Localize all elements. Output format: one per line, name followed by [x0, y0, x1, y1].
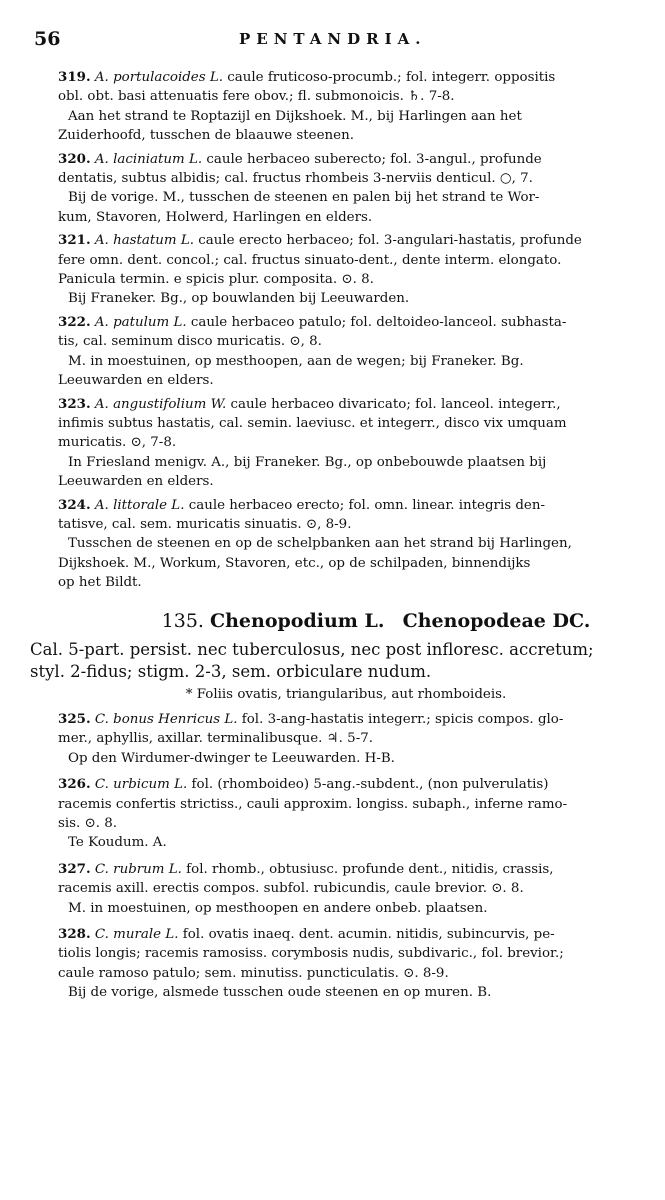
species-description-line — [58, 710, 634, 729]
species-entry — [58, 710, 634, 768]
species-diagnosis-line: infimis subtus hastatis, cal. semin. laeviusc. et integerr., disco vix umquam — [58, 415, 567, 431]
genus-description-line: styl. 2-fidus; stigm. 2-3, sem. orbiculare nudum. — [30, 661, 432, 681]
species-diagnosis: caule herbaceo divaricato; fol. lanceol. integerr., — [230, 396, 561, 412]
species-entry — [58, 68, 634, 146]
species-entry — [58, 150, 634, 228]
species-description-line — [58, 775, 634, 794]
locality-line: Zuiderhoofd, tusschen de blaauwe steenen. — [58, 128, 354, 144]
locality-line: Leeuwarden en elders. — [58, 474, 214, 490]
species-number: 322. — [58, 313, 91, 330]
species-diagnosis: caule herbaceo erecto; fol. omn. linear. integris den- — [188, 497, 546, 513]
species-entry — [58, 775, 634, 853]
page-header — [34, 28, 635, 50]
locality-line: M. in moestuinen, op mesthoopen, aan de wegen; bij Franeker. Bg. — [68, 353, 524, 369]
species-diagnosis-line: muricatis. ⊙, 7-8. — [58, 435, 177, 451]
species-diagnosis: fol. ovatis inaeq. dent. acumin. nitidis, subincurvis, pe- — [182, 927, 555, 943]
species-description-line — [58, 925, 634, 944]
species-name: A. patulum L. — [94, 314, 187, 330]
species-diagnosis: caule herbaceo patulo; fol. deltoideo-lanceol. subhasta- — [190, 314, 567, 330]
locality-line: Tusschen de steenen en op de schelpbanken aan het strand bij Harlingen, — [68, 536, 572, 552]
species-name: A. hastatum L. — [94, 233, 195, 249]
species-name: C. urbicum L. — [94, 777, 188, 793]
running-title: PENTANDRIA. — [239, 30, 427, 48]
genus-heading — [58, 609, 634, 633]
locality-line: Op den Wirdumer-dwinger te Leeuwarden. H-B. — [68, 750, 395, 766]
section-note: * Foliis ovatis, triangularibus, aut rhomboideis. — [185, 686, 507, 702]
species-diagnosis-line: fere omn. dent. concol.; cal. fructus sinuato-dent., dente interm. elongato. — [58, 252, 562, 268]
family-name: Chenopodeae DC. — [402, 609, 591, 632]
species-number: 320. — [58, 150, 91, 167]
species-diagnosis: fol. rhomb., obtusiusc. profunde dent., nitidis, crassis, — [186, 861, 554, 877]
species-description-line — [58, 496, 634, 515]
species-diagnosis-line: obl. obt. basi attenuatis fere obov.; fl. submonoicis. ♄. 7-8. — [58, 89, 455, 105]
species-entry — [58, 860, 634, 918]
species-name: A. angustifolium W. — [94, 396, 227, 412]
species-list-chenopodium — [58, 710, 634, 1003]
locality-line: Bij de vorige. M., tusschen de steenen en palen bij het strand te Wor- — [68, 190, 540, 206]
page-body — [30, 68, 634, 1010]
species-number: 324. — [58, 496, 91, 513]
genus-name: Chenopodium L. — [210, 609, 385, 632]
species-description-line — [58, 68, 634, 87]
genus-description — [30, 639, 634, 683]
locality-line: kum, Stavoren, Holwerd, Harlingen en elders. — [58, 209, 373, 225]
locality-line: Leeuwarden en elders. — [58, 373, 214, 389]
species-number: 328. — [58, 926, 91, 943]
species-number: 319. — [58, 69, 91, 85]
species-description-line — [58, 860, 634, 879]
species-entry — [58, 231, 634, 309]
species-name: A. portulacoides L. — [94, 70, 223, 85]
species-description-line — [58, 313, 634, 332]
locality-line: Bij Franeker. Bg., op bouwlanden bij Leeuwarden. — [68, 291, 410, 307]
species-description-line — [58, 395, 634, 414]
species-name: C. bonus Henricus L. — [94, 711, 238, 727]
species-entry — [58, 395, 634, 492]
locality-line: op het Bildt. — [58, 575, 142, 591]
page-number: 56 — [34, 28, 61, 50]
species-number: 325. — [58, 710, 91, 727]
species-list-atriplex — [58, 68, 634, 593]
species-diagnosis-line: caule ramoso patulo; sem. minutiss. puncticulatis. ⊙. 8-9. — [58, 965, 449, 981]
species-number: 321. — [58, 232, 91, 249]
locality-line: Aan het strand te Roptazijl en Dijkshoek. M., bij Harlingen aan het — [68, 108, 522, 124]
locality-line: Te Koudum. A. — [68, 835, 167, 851]
species-description-line — [58, 150, 634, 169]
species-name: C. murale L. — [94, 927, 179, 943]
locality-line: Bij de vorige, alsmede tusschen oude steenen en op muren. B. — [68, 985, 492, 1001]
locality-line: Dijkshoek. M., Workum, Stavoren, etc., op de schilpaden, binnendijks — [58, 555, 531, 571]
species-number: 327. — [58, 860, 91, 877]
species-diagnosis-line: racemis confertis strictiss., cauli approxim. longiss. subaph., inferne ramo- — [58, 796, 568, 812]
species-diagnosis: caule herbaceo suberecto; fol. 3-angul., profunde — [206, 151, 542, 167]
species-diagnosis-line: mer., aphyllis, axillar. terminalibusque. ♃. 5-7. — [58, 731, 374, 747]
species-diagnosis: caule fruticoso-procumb.; fol. integerr. oppositis — [227, 70, 556, 85]
genus-description-line: Cal. 5-part. persist. nec tuberculosus, nec post infloresc. accretum; — [30, 639, 594, 659]
species-diagnosis-line: tiolis longis; racemis ramosiss. corymbosis nudis, subdivaric., fol. brevior.; — [58, 946, 564, 962]
species-diagnosis-line: dentatis, subtus albidis; cal. fructus rhombeis 3-nerviis denticul. ○, 7. — [58, 171, 533, 187]
locality-line: M. in moestuinen, op mesthoopen en andere onbeb. plaatsen. — [68, 900, 488, 916]
species-diagnosis-line: racemis axill. erectis compos. subfol. rubicundis, caule brevior. ⊙. 8. — [58, 881, 524, 897]
species-name: A. laciniatum L. — [94, 151, 203, 167]
species-diagnosis-line: tatisve, cal. sem. muricatis sinuatis. ⊙, 8-9. — [58, 516, 352, 532]
species-diagnosis-line: sis. ⊙. 8. — [58, 816, 118, 831]
species-diagnosis: caule erecto herbaceo; fol. 3-angulari-hastatis, profunde — [198, 233, 582, 249]
species-diagnosis-line: tis, cal. seminum disco muricatis. ⊙, 8. — [58, 334, 322, 350]
species-entry — [58, 925, 634, 1003]
genus-number: 135. — [161, 609, 204, 632]
species-entry — [58, 313, 634, 391]
species-number: 326. — [58, 776, 91, 793]
species-diagnosis: fol. (rhomboideo) 5-ang.-subdent., (non pulverulatis) — [191, 777, 549, 793]
species-diagnosis-line: Panicula termin. e spicis plur. composita. ⊙. 8. — [58, 272, 374, 288]
species-diagnosis: fol. 3-ang-hastatis integerr.; spicis compos. glo- — [241, 711, 564, 727]
species-number: 323. — [58, 395, 91, 412]
species-name: C. rubrum L. — [94, 861, 182, 877]
locality-line: In Friesland menigv. A., bij Franeker. Bg., op onbebouwde plaatsen bij — [68, 454, 547, 470]
species-description-line — [58, 231, 634, 250]
species-entry — [58, 496, 634, 593]
species-name: A. littorale L. — [94, 497, 185, 513]
